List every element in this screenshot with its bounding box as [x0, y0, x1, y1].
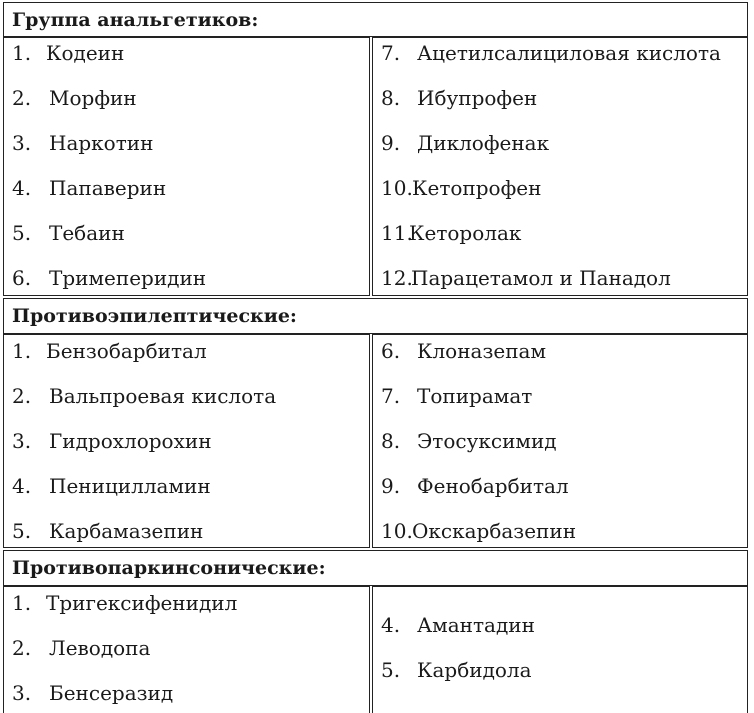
list-item [12, 131, 153, 155]
item-name: Бензобарбитал [46, 339, 207, 363]
item-number: 3. [12, 429, 32, 453]
list-item [381, 41, 721, 65]
cell-right-antiparkinsonian [372, 586, 748, 713]
list-item [12, 591, 237, 615]
list-item [381, 613, 535, 637]
item-name: Морфин [49, 86, 137, 110]
list-item [12, 681, 173, 705]
list-item [381, 266, 671, 290]
item-name: Тригексифенидил [46, 591, 238, 615]
item-name: Леводопа [49, 636, 151, 660]
item-name: Кетопрофен [412, 176, 542, 200]
item-name: Папаверин [49, 176, 167, 200]
item-number: 2. [12, 86, 32, 110]
item-number: 1. [12, 339, 32, 363]
list-item [12, 519, 203, 543]
section-header-antiparkinsonian [3, 550, 748, 586]
list-item [12, 636, 150, 660]
list-item [381, 221, 521, 245]
item-number: 5. [381, 658, 401, 682]
item-number: 6. [381, 339, 401, 363]
item-number: 7. [381, 41, 401, 65]
item-name: Вальпроевая кислота [49, 384, 277, 408]
item-number: 10. [381, 176, 413, 200]
list-item [381, 176, 541, 200]
list-item [12, 384, 276, 408]
item-name: Наркотин [49, 131, 154, 155]
item-name: Диклофенак [417, 131, 550, 155]
item-number: 5. [12, 519, 32, 543]
list-item [381, 474, 569, 498]
list-item [381, 658, 532, 682]
item-number: 2. [12, 636, 32, 660]
item-name: Карбамазепин [49, 519, 204, 543]
item-number: 1. [12, 591, 32, 615]
item-number: 10. [381, 519, 413, 543]
item-name: Ибупрофен [417, 86, 538, 110]
section-header-antiepileptic [3, 298, 748, 334]
cell-right-analgesics [372, 37, 748, 296]
item-name: Карбидола [417, 658, 532, 682]
list-item [381, 131, 549, 155]
list-item [12, 339, 207, 363]
item-name: Фенобарбитал [417, 474, 569, 498]
item-name: Кеторолак [409, 221, 522, 245]
item-name: Парацетамол и Панадол [411, 266, 671, 290]
item-number: 12. [381, 266, 413, 290]
section-header-analgesics [3, 2, 748, 37]
item-number: 2. [12, 384, 32, 408]
list-item [381, 519, 576, 543]
item-number: 6. [12, 266, 32, 290]
item-number: 11. [381, 221, 413, 245]
item-number: 7. [381, 384, 401, 408]
cell-left-analgesics [3, 37, 370, 296]
item-number: 3. [12, 131, 32, 155]
section-title: Группа анальгетиков: [12, 8, 259, 31]
list-item [12, 221, 125, 245]
list-item [12, 41, 124, 65]
item-name: Тримеперидин [49, 266, 207, 290]
item-name: Ацетилсалициловая кислота [417, 41, 721, 65]
list-item [12, 474, 211, 498]
item-number: 4. [12, 176, 32, 200]
list-item [12, 176, 166, 200]
item-number: 1. [12, 41, 32, 65]
item-name: Клоназепам [417, 339, 547, 363]
section-title: Противопаркинсонические: [12, 557, 326, 579]
item-number: 5. [12, 221, 32, 245]
list-item [381, 86, 537, 110]
item-name: Топирамат [417, 384, 533, 408]
item-number: 8. [381, 429, 401, 453]
item-name: Гидрохлорохин [49, 429, 212, 453]
item-number: 9. [381, 474, 401, 498]
item-name: Амантадин [417, 613, 535, 637]
item-name: Пеницилламин [49, 474, 211, 498]
list-item [381, 384, 532, 408]
item-name: Окскарбазепин [412, 519, 577, 543]
list-item [381, 339, 546, 363]
item-name: Тебаин [49, 221, 125, 245]
list-item [12, 266, 206, 290]
item-number: 4. [381, 613, 401, 637]
section-title: Противоэпилептические: [12, 305, 297, 327]
item-name: Кодеин [46, 41, 125, 65]
list-item [12, 86, 137, 110]
item-number: 3. [12, 681, 32, 705]
list-item [381, 429, 557, 453]
item-number: 8. [381, 86, 401, 110]
item-number: 4. [12, 474, 32, 498]
item-name: Бенсеразид [49, 681, 174, 705]
item-name: Этосуксимид [417, 429, 557, 453]
item-number: 9. [381, 131, 401, 155]
list-item [12, 429, 212, 453]
